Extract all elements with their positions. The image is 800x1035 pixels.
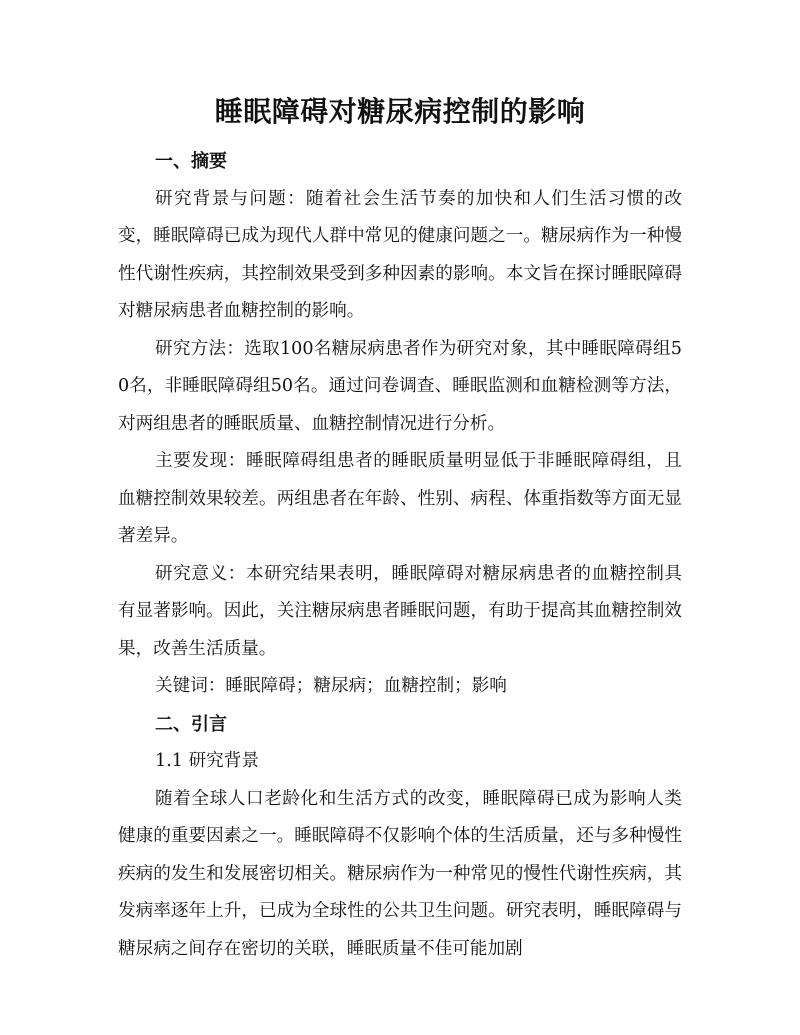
subsection-heading-background: 1.1 研究背景 [155, 751, 259, 771]
document-body [118, 143, 682, 968]
abstract-findings-paragraph: 主要发现：睡眠障碍组患者的睡眠质量明显低于非睡眠障碍组，且血糖控制效果较差。两组患者在年龄、性别、病程、体重指数等方面无显著差异。 [118, 451, 682, 546]
abstract-background-paragraph: 研究背景与问题：随着社会生活节奏的加快和人们生活习惯的改变，睡眠障碍已成为现代人群中常见的健康问题之一。糖尿病作为一种慢性代谢性疾病，其控制效果受到多种因素的影响。本文旨在探讨睡眠障碍对糖尿病患者血糖控制的影响。 [118, 188, 682, 321]
keywords-line: 关键词：睡眠障碍；糖尿病；血糖控制；影响 [155, 676, 507, 696]
abstract-significance-paragraph: 研究意义：本研究结果表明，睡眠障碍对糖尿病患者的血糖控制具有显著影响。因此，关注糖尿病患者睡眠问题，有助于提高其血糖控制效果，改善生活质量。 [118, 563, 682, 659]
abstract-methods-paragraph: 研究方法：选取100名糖尿病患者作为研究对象，其中睡眠障碍组50名，非睡眠障碍组50名。通过问卷调查、睡眠监测和血糖检测等方法，对两组患者的睡眠质量、血糖控制情况进行分析。 [118, 338, 682, 434]
section-heading-introduction: 二、引言 [155, 713, 227, 735]
page-title: 睡眠障碍对糖尿病控制的影响 [214, 95, 586, 128]
section-heading-abstract: 一、摘要 [155, 151, 227, 172]
introduction-paragraph: 随着全球人口老龄化和生活方式的改变，睡眠障碍已成为影响人类健康的重要因素之一。睡眠障碍不仅影响个体的生活质量，还与多种慢性疾病的发生和发展密切相关。糖尿病作为一种常见的慢性代谢性疾病，其发病率逐年上升，已成为全球性的公共卫生问题。研究表明，睡眠障碍与糖尿病之间存在密切的关联，睡眠质量不佳可能加剧 [118, 788, 682, 959]
